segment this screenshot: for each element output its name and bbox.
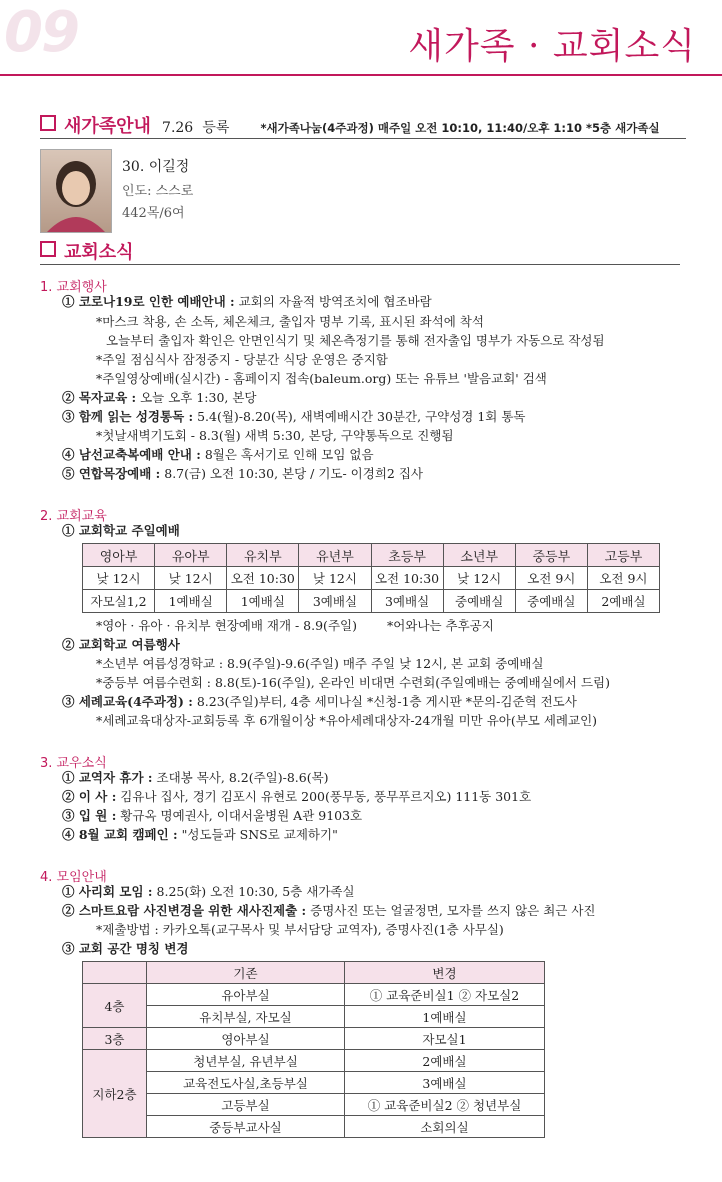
table-header: 고등부 [587,544,659,567]
table-cell: 자모실1,2 [83,590,155,613]
table-cell: 1예배실 [155,590,227,613]
room-rename-table [82,961,545,1138]
edu-schedule-table [82,543,660,613]
newcomer-notice: *새가족나눔(4주과정) 매주일 오전 10:10, 11:40/오후 1:10 *5층 새가족실 [260,121,660,135]
edu-note: *세례교육대상자-교회등록 후 6개월이상 *유아세례대상자-24개월 미만 유아(부모 세례교인) [96,713,598,728]
table-header: 유치부 [227,544,299,567]
event-note: *첫날새벽기도회 - 8.3(월) 새벽 5:30, 본당, 구약통독으로 진행됨 [96,428,454,443]
table-cell: 고등부실 [147,1094,345,1116]
table-cell: 낮 12시 [83,567,155,590]
meeting-item-2: ② 스마트요람 사진변경을 위한 새사진제출 : 증명사진 또는 얼굴정면, 모자를 쓰지 않은 최근 사진 [62,903,596,918]
table-header: 초등부 [371,544,443,567]
table-cell: 중예배실 [515,590,587,613]
table-row [83,544,660,567]
newcomer-name: 30. 이길정 [122,159,190,175]
member-item-3: ③ 입 원 : 황규옥 명예권사, 이대서울병원 A관 9103호 [62,808,363,823]
news-section-header [40,238,134,264]
table-row [83,1116,545,1138]
table-cell: ① 교육준비실2 ② 청년부실 [345,1094,545,1116]
table-cell: 3예배실 [299,590,371,613]
table-header: 기존 [147,962,345,984]
newcomer-heading: 새가족안내 [64,116,151,137]
table-cell: 중예배실 [443,590,515,613]
table-cell: 1예배실 [227,590,299,613]
table-cell: 낮 12시 [155,567,227,590]
meeting-item-3: ③ 교회 공간 명칭 변경 [62,941,189,956]
member-item-1: ① 교역자 휴가 : 조대봉 목사, 8.2(주일)-8.6(목) [62,770,329,785]
event-item-4: ④ 남선교축복예배 안내 : 8월은 혹서기로 인해 모임 없음 [62,447,374,462]
table-cell: 2예배실 [345,1050,545,1072]
floor-label: 3층 [83,1028,147,1050]
table-cell: 유아부실 [147,984,345,1006]
table-cell: 오전 9시 [515,567,587,590]
table-header: 중등부 [515,544,587,567]
table-cell: 영아부실 [147,1028,345,1050]
table-row [83,1050,545,1072]
edu-item-1: ① 교회학교 주일예배 [62,523,180,538]
table-header: 영아부 [83,544,155,567]
newcomer-section-header [40,112,686,138]
table-cell: 청년부실, 유년부실 [147,1050,345,1072]
section-title-meetings: 4. 모임안내 [40,870,107,885]
floor-label: 지하2층 [83,1050,147,1138]
news-divider [40,264,680,265]
newcomer-group: 442목/6여 [122,206,185,221]
table-cell: 낮 12시 [443,567,515,590]
meeting-note: *제출방법 : 카카오톡(교구목사 및 부서담당 교역자), 증명사진(1층 사무실) [96,922,504,937]
newcomer-guide: 인도: 스스로 [122,184,194,199]
floor-label: 4층 [83,984,147,1028]
event-item-3: ③ 함께 읽는 성경통독 : 5.4(월)-8.20(목), 새벽예배시간 30분간, 구약성경 1회 통독 [62,409,526,424]
table-cell: ① 교육준비실1 ② 자모실2 [345,984,545,1006]
section-title-education: 2. 교회교육 [40,509,107,524]
header-divider [0,74,722,76]
box-icon [40,241,56,257]
table-header: 유아부 [155,544,227,567]
table-header: 변경 [345,962,545,984]
avatar [40,149,112,233]
table-cell: 오전 9시 [587,567,659,590]
edu-note: *소년부 여름성경학교 : 8.9(주일)-9.6(주일) 매주 주일 낮 12시, 본 교회 중예배실 [96,656,544,671]
table-cell: 오전 10:30 [371,567,443,590]
table-row [83,567,660,590]
event-item-5: ⑤ 연합목장예배 : 8.7(금) 오전 10:30, 본당 / 기도- 이경희2 집사 [62,466,423,481]
page-number: 09 [4,0,78,65]
table-row [83,962,545,984]
meeting-item-1: ① 사리회 모임 : 8.25(화) 오전 10:30, 5층 새가족실 [62,884,355,899]
table-row [83,1094,545,1116]
table-cell: 1예배실 [345,1006,545,1028]
event-note: *주일영상예배(실시간) - 홈페이지 접속(baleum.org) 또는 유튜브 '발음교회' 검색 [96,371,547,386]
table-cell: 자모실1 [345,1028,545,1050]
edu-note: *중등부 여름수련회 : 8.8(토)-16(주일), 온라인 비대면 수련회(주일예배는 중예배실에서 드림) [96,675,610,690]
table-cell: 교육전도사실,초등부실 [147,1072,345,1094]
section-title-members: 3. 교우소식 [40,756,107,771]
table-row [83,984,545,1006]
table-cell: 오전 10:30 [227,567,299,590]
table-cell: 2예배실 [587,590,659,613]
table-header: 유년부 [299,544,371,567]
table-row [83,1006,545,1028]
edu-item-2: ② 교회학교 여름행사 [62,637,180,652]
member-item-4: ④ 8월 교회 캠페인 : "성도들과 SNS로 교제하기" [62,827,338,842]
edu-item-3: ③ 세례교육(4주과정) : 8.23(주일)부터, 4층 세미나실 *신청-1층 게시판 *문의-김준혁 전도사 [62,694,577,709]
event-note: *마스크 착용, 손 소독, 체온체크, 출입자 명부 기록, 표시된 좌석에 착석 [96,314,484,329]
table-row [83,1028,545,1050]
table-row [83,1072,545,1094]
table-cell: 3예배실 [371,590,443,613]
table-cell: 유치부실, 자모실 [147,1006,345,1028]
table-cell: 소회의실 [345,1116,545,1138]
event-item-2: ② 목자교육 : 오늘 오후 1:30, 본당 [62,390,257,405]
newcomer-divider [40,138,686,139]
event-note: 오늘부터 출입자 확인은 안면인식기 및 체온측정기를 통해 전자출입 명부가 자동으로 작성됨 [106,333,605,348]
news-heading: 교회소식 [64,242,134,263]
newcomer-reg-label: 등록 [202,120,230,136]
section-title-events: 1. 교회행사 [40,280,107,295]
box-icon [40,115,56,131]
newcomer-date: 7.26 [162,120,194,136]
page-title: 새가족 · 교회소식 [408,26,696,67]
table-cell: 중등부교사실 [147,1116,345,1138]
event-item-1: ① 코로나19로 인한 예배안내 : 교회의 자율적 방역조치에 협조바람 [62,294,432,309]
member-item-2: ② 이 사 : 김유나 집사, 경기 김포시 유현로 200(풍무동, 풍무푸르지오) 111동 301호 [62,789,532,804]
table-cell: 낮 12시 [299,567,371,590]
table-header: 소년부 [443,544,515,567]
edu-note: *영아 · 유아 · 유치부 현장예배 재개 - 8.9(주일) *어와나는 추후공지 [96,618,494,633]
table-header-empty [83,962,147,984]
table-cell: 3예배실 [345,1072,545,1094]
event-note: *주일 점심식사 잠정중지 - 당분간 식당 운영은 중지함 [96,352,388,367]
table-row [83,590,660,613]
